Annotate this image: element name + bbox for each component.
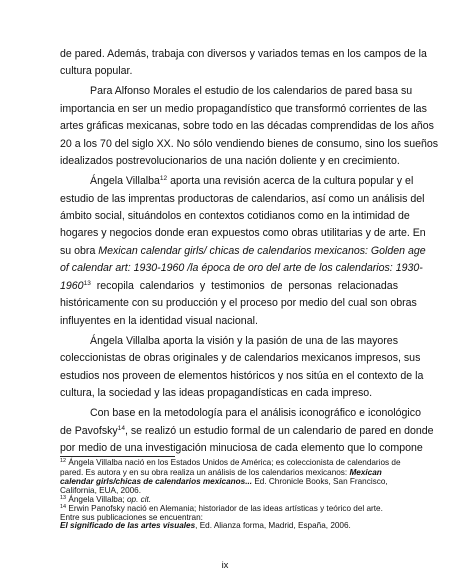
- body-line: coleccionistas de obras originales y de calendarios mexicanos impresos, sus: [60, 352, 421, 365]
- body-line: Para Alfonso Morales el estudio de los calendarios de pared basa su: [90, 85, 413, 98]
- body-line: de pared. Además, trabaja con diversos y variados temas en los campos de la: [60, 47, 427, 60]
- text-run: Ángela Villalba nació en los Estados Unidos de América; es coleccionista de calendarios de: [66, 458, 401, 468]
- body-line: [60, 280, 398, 293]
- book-title: 1960: [60, 279, 84, 292]
- book-title: Mexican: [349, 467, 382, 477]
- footnote-line: [60, 521, 400, 531]
- footnote-line: California, EUA, 2006.: [60, 485, 142, 495]
- body-line: [60, 424, 434, 438]
- footnote-separator: [60, 456, 175, 457]
- footnote-ref: 12: [159, 175, 168, 183]
- body-line: estudios nos proveen de elementos históricos y nos sitúa en el contexto de la: [60, 369, 424, 382]
- book-title: Mexican calendar girls/ chicas de calendarios mexicanos: Golden age: [98, 244, 426, 257]
- footnote-ref: 14: [117, 424, 125, 432]
- body-line: idealizados postrevolucionarios de una nación doliente y en crecimiento.: [60, 154, 400, 167]
- body-line: Con base en la metodología para el análisis iconográfico e iconológico: [90, 407, 421, 420]
- body-line: artes gráficas mexicanas, sobre todo en las décadas comprendidas de los años: [60, 120, 434, 133]
- book-title: El significado de las artes visuales: [60, 520, 196, 530]
- body-line: cultura popular.: [60, 65, 133, 78]
- book-title: calendar girls/chicas de calendarios mexicanos...: [60, 476, 253, 486]
- footnote-number: 14: [60, 504, 67, 511]
- body-line: cultura, la sociedad y las ideas propagandísticas en cada impreso.: [60, 386, 373, 399]
- footnote-line: Entre sus publicaciones se encuentran:: [60, 512, 203, 522]
- text-run: de Pavofsky: [60, 424, 118, 437]
- text-run: aporta una revisión acerca de la cultura popular y el: [167, 175, 414, 188]
- footnote-number: 12: [60, 458, 67, 465]
- page-number: ix: [221, 560, 229, 571]
- body-line: [90, 175, 414, 188]
- book-title: of calendar art: 1930-1960 /la época de oro del arte de los calendarios: 1930-: [60, 262, 423, 275]
- body-line: hogares y negocios donde eran expuestos como obras utilitarias y de arte. En: [60, 227, 426, 240]
- body-line: estudio de las imprentas productoras de calendarios, así como un análisis del: [60, 192, 425, 205]
- body-line: Ángela Villalba aporta la visión y la pasión de una de las mayores: [90, 334, 398, 347]
- text-run: , se realizó un estudio formal de un calendario de pared en donde: [124, 424, 434, 437]
- footnote-ref: 13: [83, 279, 91, 287]
- body-line: [60, 244, 426, 258]
- text-run: , Ed. Alianza forma, Madrid, España, 2006.: [195, 520, 351, 530]
- text-run: Ángela Villalba: [90, 175, 160, 188]
- text-run: recopila calendarios y testimonios de personas relacionadas: [90, 279, 398, 292]
- body-line: ámbito social, situándolos en contextos cotidianos como en la intimidad de: [60, 209, 410, 222]
- text-run: pared. Es autora y en su obra realiza un análisis de los calendarios mexicanos:: [60, 467, 350, 477]
- body-line: por medio de una investigación minuciosa de cada elemento que lo compone: [60, 441, 423, 454]
- text-run: Erwin Panofsky nació en Alemania; historiador de las ideas artísticas y teórico del arte.: [66, 504, 383, 514]
- body-line: influyentes en la identidad visual nacional.: [60, 314, 258, 327]
- text-run: Ángela Villalba;: [66, 495, 127, 505]
- citation-abbrev: op. cit.: [126, 495, 152, 505]
- footnote-number: 13: [60, 495, 67, 502]
- body-line: importancia en ser un medio propagandístico que transformó corrientes de las: [60, 102, 427, 115]
- body-line: 20 a los 70 del siglo XX. No sólo vendiendo bienes de consumo, sino los sueños: [60, 137, 439, 150]
- text-run: su obra: [60, 244, 99, 257]
- text-run: Ed. Chronicle Books, San Francisco,: [252, 476, 388, 486]
- body-line: históricamente con su producción y el proceso por medio del cual son obras: [60, 297, 417, 310]
